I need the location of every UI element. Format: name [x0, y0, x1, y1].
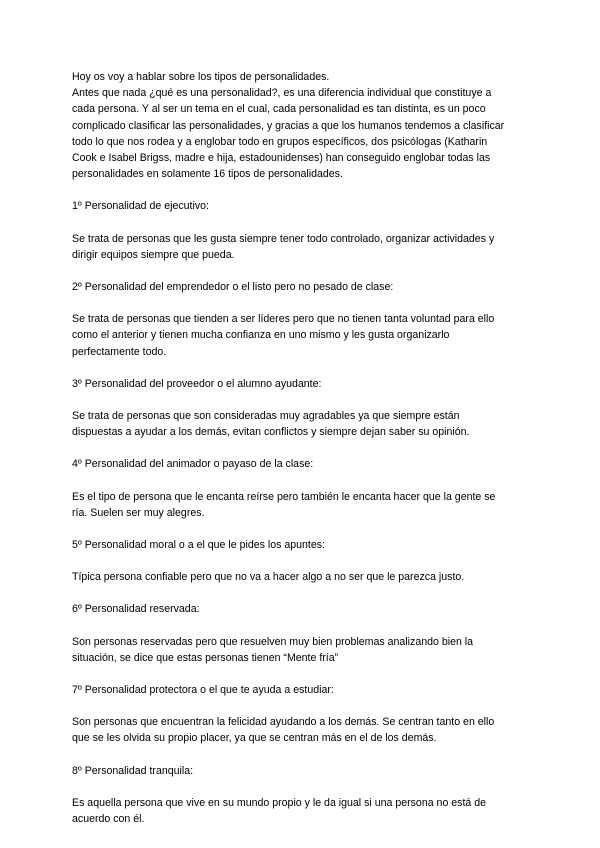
section-heading: 3º Personalidad del proveedor o el alumno ayudante:: [72, 377, 322, 390]
section-heading: 5º Personalidad moral o a el que le pides los apuntes:: [72, 539, 325, 552]
body-line: Se trata de personas que les gusta siempre tener todo controlado, organizar actividades y: [72, 232, 495, 245]
section-body: [72, 489, 532, 521]
intro-line: complicado clasificar las personalidades, y gracias a que los humanos tendemos a clasificar: [72, 119, 505, 132]
intro-line: todo lo que nos rodea y a englobar todo en grupos específicos, dos psicólogas (Katharin: [72, 135, 488, 148]
body-line: Típica persona confiable pero que no va a hacer algo a no ser que le parezca justo.: [72, 571, 465, 584]
intro-line: Cook e Isabel Brigss, madre e hija, estadounidenses) han conseguido englobar todas las: [72, 152, 491, 165]
section-body: [72, 795, 532, 827]
body-line: Se trata de personas que tienden a ser líderes pero que no tienen tanta voluntad para ello: [72, 313, 495, 326]
section-body: [72, 634, 532, 666]
body-line: Es el tipo de persona que le encanta reírse pero también le encanta hacer que la gente se: [72, 490, 496, 503]
body-line: que se les olvida su propio placer, ya que se centran más en el de los demás.: [72, 732, 437, 745]
body-line: Son personas reservadas pero que resuelven muy bien problemas analizando bien la: [72, 635, 474, 648]
body-line: Son personas que encuentran la felicidad ayudando a los demás. Se centran tanto en ello: [72, 716, 495, 729]
section-body: [72, 231, 532, 263]
section-body: [72, 408, 532, 440]
section-heading: 8º Personalidad tranquila:: [72, 764, 194, 777]
section-heading: 4º Personalidad del animador o payaso de la clase:: [72, 458, 314, 471]
body-line: Es aquella persona que vive en su mundo propio y le da igual si una persona no está de: [72, 796, 487, 809]
section-body: [72, 714, 532, 746]
intro-line: cada persona. Y al ser un tema en el cual, cada personalidad es tan distinta, es un poco: [72, 103, 486, 116]
section-body: [72, 311, 532, 360]
intro-line: personalidades en solamente 16 tipos de personalidades.: [72, 168, 343, 181]
section-body: [72, 569, 532, 585]
body-line: acuerdo con él.: [72, 813, 145, 826]
section-heading: 6º Personalidad reservada:: [72, 603, 200, 616]
body-line: ría. Suelen ser muy alegres.: [72, 506, 205, 519]
body-line: dirigir equipos siempre que pueda.: [72, 248, 235, 261]
intro-line: Antes que nada ¿qué es una personalidad?, es una diferencia individual que constituye a: [72, 87, 492, 100]
intro-paragraph: [72, 69, 532, 182]
document-page: [72, 69, 532, 827]
body-line: como el anterior y tienen mucha confianza en uno mismo y les gusta organizarlo: [72, 329, 450, 342]
section-heading: 2º Personalidad del emprendedor o el listo pero no pesado de clase:: [72, 281, 394, 294]
body-line: situación, se dice que estas personas tienen “Mente fría”: [72, 651, 339, 664]
body-line: perfectamente todo.: [72, 345, 167, 358]
section-heading: 7º Personalidad protectora o el que te ayuda a estudiar:: [72, 684, 334, 697]
section-heading: 1º Personalidad de ejecutivo:: [72, 200, 209, 213]
intro-line: Hoy os voy a hablar sobre los tipos de personalidades.: [72, 71, 330, 83]
body-line: dispuestas a ayudar a los demás, evitan conflictos y siempre dejan saber su opinión.: [72, 426, 470, 439]
body-line: Se trata de personas que son consideradas muy agradables ya que siempre están: [72, 410, 460, 423]
